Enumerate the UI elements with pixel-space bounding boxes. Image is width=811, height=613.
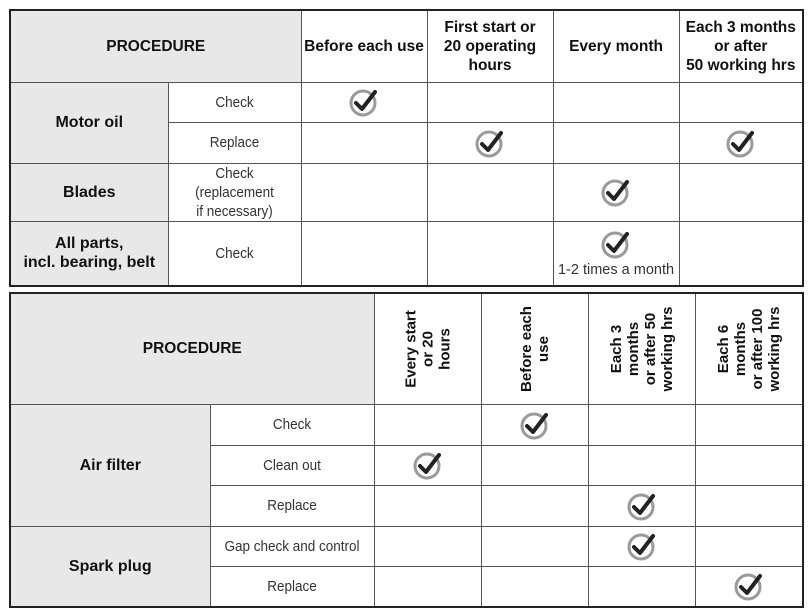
schedule-cell xyxy=(301,82,427,122)
action-text: Check xyxy=(215,244,254,262)
schedule-cell xyxy=(374,566,481,607)
check-mark-icon xyxy=(626,530,658,562)
check-mark-icon xyxy=(600,176,632,208)
schedule-cell xyxy=(695,566,803,607)
schedule-cell xyxy=(481,566,588,607)
action-clean-out xyxy=(218,445,366,485)
col-header-line: Every month xyxy=(569,37,663,55)
schedule-cell xyxy=(695,485,803,526)
item-name: Air filter xyxy=(79,456,141,474)
schedule-cell xyxy=(481,485,588,526)
action-text: Check (replacement xyxy=(195,164,274,201)
check-mark-icon xyxy=(412,449,444,481)
col-header-every-month xyxy=(553,10,679,82)
col-header-line: 50 working hrs xyxy=(686,56,796,74)
schedule-cell xyxy=(301,122,427,163)
action-check xyxy=(175,82,295,122)
rotated-header-label xyxy=(608,299,676,399)
item-spark-plug xyxy=(10,526,210,607)
procedure-header-text: PROCEDURE xyxy=(106,37,206,55)
col-header-line: Each 3 months xyxy=(685,18,796,36)
col-header-line: or 20 xyxy=(419,330,437,367)
action-text: Check xyxy=(272,416,312,433)
schedule-cell xyxy=(427,221,553,286)
check-mark-icon xyxy=(600,228,632,260)
action-replace xyxy=(218,485,366,526)
col-header-line: hours xyxy=(436,327,454,370)
action-text: Clean out xyxy=(263,456,321,474)
action-text: Replace xyxy=(267,577,317,595)
schedule-cell xyxy=(374,485,481,526)
action-text: Gap check and control xyxy=(224,537,360,555)
item-name: incl. bearing, belt xyxy=(23,254,156,272)
schedule-cell xyxy=(695,404,803,445)
rotated-header-label xyxy=(518,299,552,399)
rotated-header-label xyxy=(402,299,453,399)
action-text: Replace xyxy=(267,497,317,514)
procedure-header xyxy=(10,293,374,404)
col-header-first-start xyxy=(427,10,553,82)
col-header-line: 20 operating xyxy=(443,37,537,55)
schedule-cell xyxy=(553,122,679,163)
schedule-cell xyxy=(553,163,679,221)
check-mark-icon xyxy=(733,570,765,602)
col-header-line: Before each xyxy=(517,305,535,392)
col-header-line: or after 100 xyxy=(748,308,766,390)
col-header-line: working hrs xyxy=(765,306,783,392)
item-blades xyxy=(10,163,168,221)
action-replace xyxy=(218,566,366,607)
schedule-cell xyxy=(374,526,481,566)
procedure-header xyxy=(10,10,301,82)
schedule-cell xyxy=(695,526,803,566)
maintenance-table-2 xyxy=(9,292,804,608)
check-mark-icon xyxy=(519,409,551,441)
col-header-line: Before each use xyxy=(304,37,424,55)
schedule-cell xyxy=(679,221,803,286)
item-name: All parts, xyxy=(55,235,124,253)
action-text: Check xyxy=(215,93,254,111)
col-header-every-start xyxy=(374,293,481,404)
col-header-each-6-months xyxy=(695,293,803,404)
item-all-parts xyxy=(10,221,168,286)
rotated-header-label xyxy=(715,299,783,399)
frequency-note: 1-2 times a month xyxy=(557,262,675,279)
schedule-cell xyxy=(427,163,553,221)
schedule-cell xyxy=(481,445,588,485)
action-text: if necessary) xyxy=(196,202,273,220)
schedule-cell xyxy=(588,485,695,526)
action-text: Replace xyxy=(209,134,260,151)
col-header-each-3-months xyxy=(588,293,695,404)
schedule-cell xyxy=(301,163,427,221)
schedule-cell xyxy=(679,122,803,163)
schedule-cell xyxy=(374,445,481,485)
action-check-replacement xyxy=(175,163,295,221)
schedule-cell xyxy=(679,82,803,122)
col-header-line: working hrs xyxy=(658,306,676,392)
schedule-cell xyxy=(588,566,695,607)
col-header-before-each-use xyxy=(481,293,588,404)
check-mark-icon xyxy=(474,127,506,159)
col-header-each-3-months xyxy=(679,10,803,82)
action-replace xyxy=(175,122,295,163)
schedule-cell xyxy=(481,526,588,566)
schedule-cell xyxy=(588,445,695,485)
col-header-line: hours xyxy=(468,56,512,74)
col-header-line: Each 6 months xyxy=(714,321,749,376)
action-check xyxy=(218,404,366,445)
schedule-cell xyxy=(374,404,481,445)
item-name: Motor oil xyxy=(55,114,124,131)
col-header-line: Each 3 months xyxy=(607,321,642,376)
action-check xyxy=(175,221,295,286)
schedule-cell xyxy=(588,404,695,445)
item-air-filter xyxy=(10,404,210,526)
schedule-cell xyxy=(553,221,679,286)
col-header-line: or after xyxy=(714,37,768,55)
procedure-header-text: PROCEDURE xyxy=(142,340,242,358)
schedule-cell xyxy=(481,404,588,445)
schedule-cell xyxy=(695,445,803,485)
maintenance-table-1 xyxy=(9,9,804,287)
schedule-cell xyxy=(427,122,553,163)
schedule-cell xyxy=(588,526,695,566)
check-mark-icon xyxy=(626,490,658,522)
schedule-cell xyxy=(679,163,803,221)
check-mark-icon xyxy=(725,127,757,159)
item-name: Blades xyxy=(63,183,116,201)
check-mark-icon xyxy=(348,86,380,118)
item-motor-oil xyxy=(10,82,168,163)
schedule-cell xyxy=(553,82,679,122)
schedule-cell xyxy=(301,221,427,286)
col-header-line: use xyxy=(534,335,552,362)
item-name: Spark plug xyxy=(68,557,152,575)
action-gap-check xyxy=(218,526,366,566)
col-header-line: Every start xyxy=(402,309,420,388)
col-header-line: or after 50 xyxy=(641,312,659,386)
col-header-line: First start or xyxy=(444,18,536,36)
col-header-before-each-use xyxy=(301,10,427,82)
schedule-cell xyxy=(427,82,553,122)
